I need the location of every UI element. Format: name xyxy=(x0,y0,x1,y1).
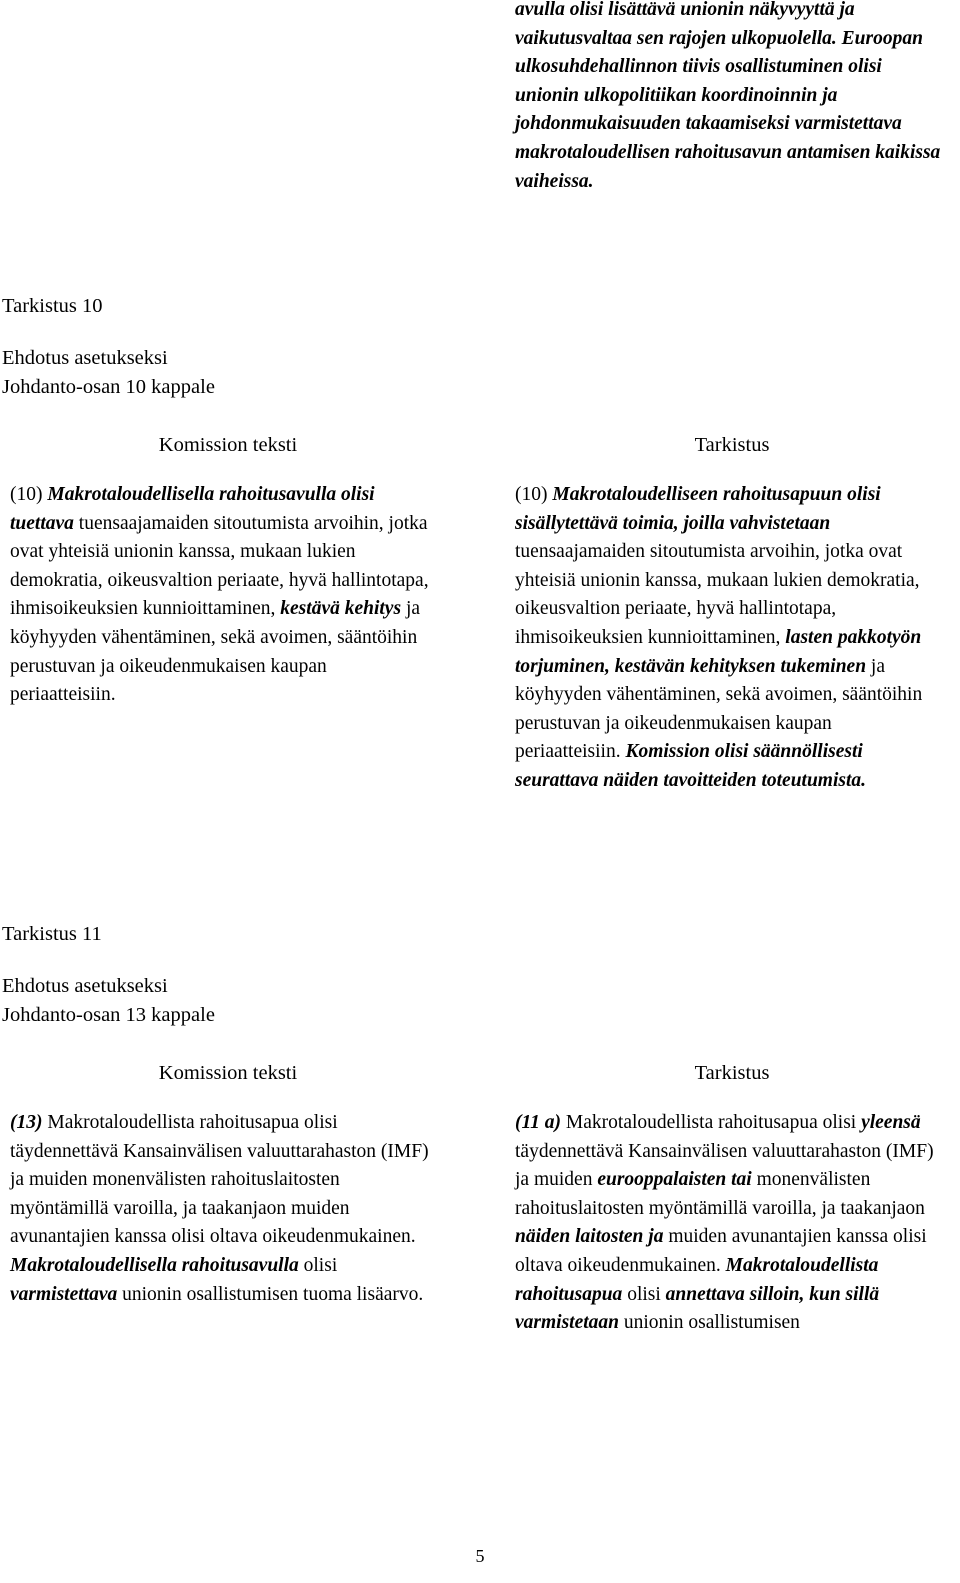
emphasized-text: Makrotaloudellisella rahoitusavulla olisi tuettava xyxy=(10,484,380,534)
emphasized-text: varmistettava xyxy=(10,1283,118,1305)
commission-text-header: Komission teksti xyxy=(158,1062,298,1084)
text-segment: ja köyhyyden vähentäminen, sekä avoimen, sääntöihin perustuvan ja oikeudenmukaisen kaupan periaatteisiin. xyxy=(10,598,425,706)
emphasized-text: Komission olisi säännöllisesti seurattava näiden tavoitteiden toteutumista. xyxy=(515,741,868,791)
recital-label: Johdanto-osan 13 kappale xyxy=(2,1004,215,1026)
amendment-number: Tarkistus 10 xyxy=(2,295,103,317)
text-segment: tuensaajamaiden sitoutumista arvoihin, jotka ovat yhteisiä unionin kanssa, mukaan lukien demokratia, oikeusvaltion periaate, hyvä hallintotapa, ihmisoikeuksien kunnioittaminen, xyxy=(10,512,434,620)
text-segment: muiden avunantajien kanssa olisi oltava oikeudenmukainen. xyxy=(515,1226,932,1276)
emphasized-text: Makrotaloudelliseen rahoitusapuun olisi sisällytettävä toimia, joilla vahvistetaan xyxy=(515,484,886,534)
proposal-label: Ehdotus asetukseksi xyxy=(2,347,168,369)
text-segment: olisi xyxy=(298,1254,343,1276)
text-segment: unionin osallistumisen xyxy=(619,1312,800,1334)
emphasized-text: kestävä kehitys xyxy=(280,598,402,620)
text-segment: (10) xyxy=(515,484,553,505)
text-segment: monenvälisten rahoituslaitosten myöntämillä varoilla, ja taakanjaon xyxy=(515,1169,930,1219)
proposal-label: Ehdotus asetukseksi xyxy=(2,975,168,997)
commission-text-body xyxy=(10,1109,434,1309)
text-segment: olisi xyxy=(622,1283,666,1305)
emphasized-text: (11 a) xyxy=(515,1112,562,1133)
amendment-text-body xyxy=(515,481,940,796)
emphasized-text: näiden laitosten ja xyxy=(515,1226,664,1248)
text-segment: Makrotaloudellista rahoitusapua olisi xyxy=(561,1112,862,1133)
amendment-text-body xyxy=(515,1109,940,1338)
text-segment: tuensaajamaiden sitoutumista arvoihin, jotka ovat yhteisiä unionin kanssa, mukaan lukien demokratia, oikeusvaltion periaate, hyvä hallintotapa, ihmisoikeuksien kunnioittaminen, xyxy=(515,512,925,648)
emphasized-text: Makrotaloudellisella rahoitusavulla xyxy=(10,1254,299,1276)
emphasized-text: (13) xyxy=(10,1112,43,1133)
emphasized-text: eurooppalaisten tai xyxy=(597,1169,752,1191)
emphasized-text: Makrotaloudellista rahoitusapua xyxy=(515,1254,884,1305)
emphasized-text: yleensä xyxy=(861,1112,921,1133)
commission-text-header: Komission teksti xyxy=(158,434,298,456)
commission-text-body xyxy=(10,481,434,710)
emphasized-text: annettava silloin, kun sillä varmistetaan xyxy=(515,1283,885,1334)
amendment-header: Tarkistus xyxy=(694,1062,770,1084)
emphasized-text: lasten pakkotyön torjuminen, kestävän kehityksen tukeminen xyxy=(515,626,927,677)
text-segment: täydennettävä Kansainvälisen valuuttarahaston (IMF) ja muiden xyxy=(515,1112,939,1191)
continued-amendment-text xyxy=(515,0,945,196)
amendment-number: Tarkistus 11 xyxy=(2,923,102,945)
amendment-header: Tarkistus xyxy=(694,434,770,456)
text-segment: Makrotaloudellista rahoitusapua olisi täydennettävä Kansainvälisen valuuttarahaston (IMF) ja muiden monenvälisten rahoituslaitosten myöntämillä varoilla, ja taakanjaon muiden avunantajien kanssa olisi oltava oikeudenmukainen. xyxy=(10,1112,434,1248)
text-segment: unionin osallistumisen tuoma lisäarvo. xyxy=(117,1283,424,1305)
page-number: 5 xyxy=(475,1546,485,1566)
text-segment: ja köyhyyden vähentäminen, sekä avoimen, sääntöihin perustuvan ja oikeudenmukaisen kaupan periaatteisiin. xyxy=(515,655,928,763)
emphasized-text: avulla olisi lisättävä unionin näkyvyyttä ja vaikutusvaltaa sen rajojen ulkopuolella. Euroopan ulkosuhdehallinnon tiivis osallistuminen olisi unionin ulkopolitiikan koordinoinnin ja johdonmukaisuuden takaamiseksi varmistettava makrotaloudellisen rahoitusavun antamisen kaikissa vaiheissa. xyxy=(515,0,946,192)
recital-label: Johdanto-osan 10 kappale xyxy=(2,376,215,398)
text-segment: (10) xyxy=(10,484,48,505)
